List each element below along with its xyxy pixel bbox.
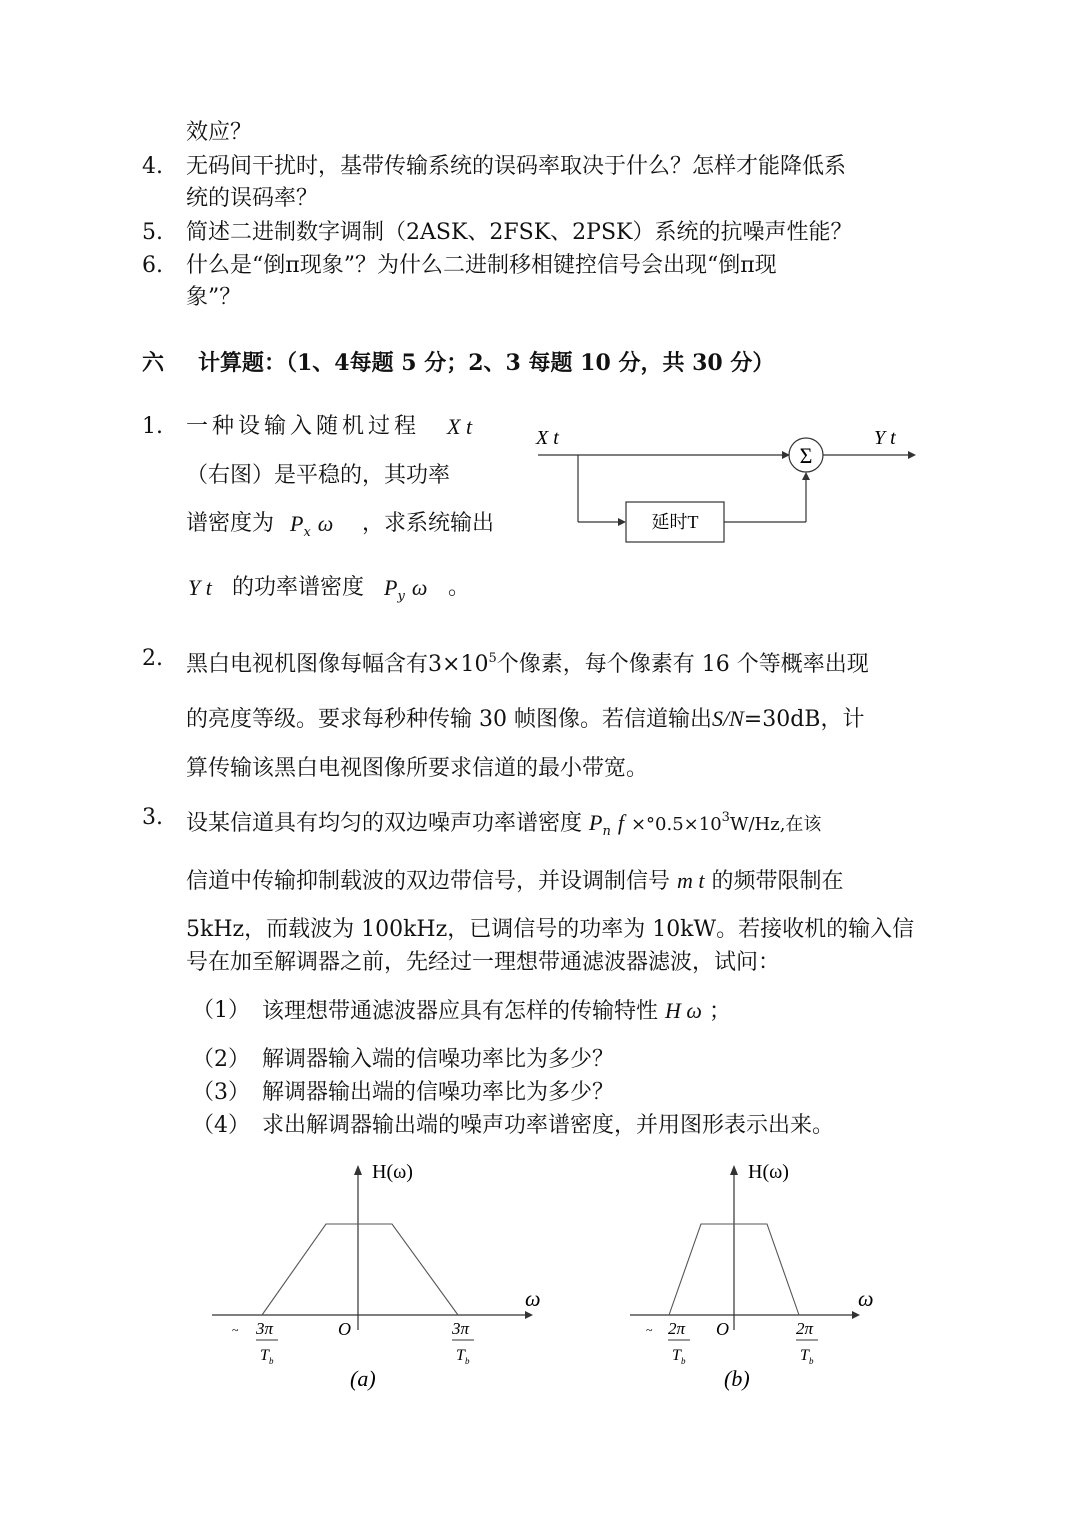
- problem-text: 黑白电视机图像每幅含有: [186, 652, 429, 677]
- problem-number: 1.: [142, 414, 163, 439]
- tick-numerator: 2π: [668, 1319, 686, 1338]
- math-symbol: P: [384, 575, 398, 600]
- figure-a: [200, 1150, 560, 1400]
- section-title: 计算题：（1、4每题 5 分；2、3 每题 10 分，共 30 分）: [198, 350, 775, 376]
- subquestion-text: 解调器输出端的信噪功率比为多少？: [262, 1080, 615, 1105]
- minus-sign: ~: [232, 1323, 239, 1337]
- question-text: 统的误码率？: [186, 186, 319, 211]
- math-expression: 3×10: [428, 652, 489, 677]
- tick-denominator: T: [456, 1347, 465, 1364]
- math-symbol: ω: [411, 575, 428, 600]
- arrow-head: [354, 1165, 362, 1175]
- question-number: 6.: [142, 253, 163, 278]
- problem-text: 。: [448, 575, 471, 600]
- problem-text: 号在加至解调器之前，先经过一理想带通滤波器滤波，试问：: [186, 950, 781, 975]
- math-symbol: P: [589, 810, 603, 835]
- problem-text: 个像素，每个像素有 16 个等概率出现: [496, 652, 869, 677]
- figure-caption: (b): [724, 1366, 750, 1391]
- tick-subscript: b: [465, 1356, 470, 1366]
- problem-text: 5kHz，而载波为 100kHz，已调信号的功率为 10kW。若接收机的输入信: [186, 917, 915, 942]
- math-symbol: P: [290, 511, 304, 536]
- problem-text: 谱密度为: [186, 511, 275, 536]
- tick-subscript: b: [269, 1356, 274, 1366]
- problem-text: =30dB，计: [743, 707, 865, 732]
- math-expression: [290, 509, 333, 548]
- problem-text: [186, 866, 844, 897]
- problem-text: 的亮度等级。要求每秒种传输 30 帧图像。若信道输出: [186, 707, 712, 732]
- question-number: 5.: [142, 220, 163, 245]
- arrow-head: [908, 451, 916, 459]
- problem-text: 的功率谱密度: [232, 575, 365, 600]
- tick-numerator: 3π: [452, 1319, 470, 1338]
- subquestion-text: 该理想带通滤波器应具有怎样的传输特性: [262, 999, 659, 1024]
- arrow-head: [618, 518, 626, 526]
- origin-label: O: [716, 1319, 729, 1339]
- math-symbol: f: [617, 810, 624, 835]
- diagram-input-label: X t: [536, 427, 559, 449]
- arrow-head: [852, 1311, 860, 1319]
- x-axis-label: ω: [525, 1286, 541, 1311]
- subquestion-text: [262, 996, 731, 1027]
- problem-text: （右图）是平稳的，其功率: [186, 463, 451, 488]
- problem-text: [186, 704, 864, 735]
- math-expression: m t: [677, 868, 705, 893]
- subquestion-text: 求出解调器输出端的噪声功率谱密度，并用图形表示出来。: [262, 1113, 835, 1138]
- question-text: 什么是“倒π现象”？为什么二进制移相键控信号会出现“倒π现: [186, 253, 777, 278]
- intro-continuation: 效应？: [186, 120, 253, 145]
- math-expression: ×°0.5×10: [630, 814, 722, 835]
- trapezoid-response: [262, 1224, 458, 1315]
- tick-subscript: b: [809, 1356, 814, 1366]
- problem-text: 算传输该黑白电视图像所要求信道的最小带宽。: [186, 756, 649, 781]
- figure-caption: (a): [350, 1366, 376, 1391]
- subquestion-text: 解调器输入端的信噪功率比为多少？: [262, 1047, 615, 1072]
- math-superscript: 3: [721, 810, 730, 825]
- y-axis-label: H(ω): [372, 1161, 413, 1183]
- question-number: 4.: [142, 154, 163, 179]
- diagram-output-label: Y t: [874, 427, 896, 449]
- tick-numerator: 3π: [256, 1319, 274, 1338]
- problem-text: 设某信道具有均匀的双边噪声功率谱密度: [186, 811, 583, 836]
- section-number: 六: [142, 350, 165, 376]
- math-symbol: ω: [317, 511, 334, 536]
- question-text: 简述二进制数字调制（2ASK、2FSK、2PSK）系统的抗噪声性能？: [186, 220, 853, 245]
- math-expression: S/N: [711, 706, 744, 731]
- math-subscript: x: [303, 525, 311, 540]
- tick-denominator: T: [800, 1347, 809, 1364]
- subquestion-number: （2）: [192, 1047, 250, 1072]
- problem-number: 2.: [142, 646, 163, 671]
- question-text: 无码间干扰时，基带传输系统的误码率取决于什么？怎样才能降低系: [186, 154, 847, 179]
- problem-text: 的频带限制在: [711, 869, 844, 894]
- question-text: 象”？: [186, 285, 242, 310]
- block-diagram: [530, 420, 930, 560]
- problem-text: W/Hz,在该: [729, 814, 822, 835]
- problem-text: ，求系统输出: [362, 511, 495, 536]
- x-axis-label: ω: [858, 1286, 874, 1311]
- math-expression: Y t: [188, 575, 212, 600]
- math-superscript: 5: [488, 651, 497, 666]
- delay-label: 延时T: [651, 512, 699, 532]
- problem-text: [186, 644, 869, 680]
- subquestion-number: （3）: [192, 1080, 250, 1105]
- problem-number: 3.: [142, 805, 163, 830]
- arrow-head: [802, 472, 810, 480]
- subquestion-number: （1）: [192, 998, 250, 1023]
- math-subscript: y: [397, 589, 405, 604]
- origin-label: O: [338, 1319, 351, 1339]
- problem-text: [186, 803, 821, 847]
- subquestion-number: （4）: [192, 1113, 250, 1138]
- sum-symbol: Σ: [799, 443, 813, 468]
- subquestion-text: ；: [708, 999, 731, 1024]
- arrow-head: [525, 1311, 533, 1319]
- math-subscript: n: [602, 824, 611, 839]
- problem-text: 一种设输入随机过程: [186, 414, 421, 439]
- problem-text: 信道中传输抑制载波的双边带信号，并设调制信号: [186, 869, 671, 894]
- y-axis-label: H(ω): [748, 1161, 789, 1183]
- tick-subscript: b: [681, 1356, 686, 1366]
- figure-b: [620, 1150, 910, 1400]
- math-expression: H ω: [665, 998, 702, 1023]
- math-expression: [384, 573, 427, 612]
- minus-sign: ~: [646, 1323, 653, 1337]
- tick-numerator: 2π: [796, 1319, 814, 1338]
- arrow-head: [730, 1165, 738, 1175]
- tick-denominator: T: [672, 1347, 681, 1364]
- tick-denominator: T: [260, 1347, 269, 1364]
- math-expression: X t: [447, 414, 473, 439]
